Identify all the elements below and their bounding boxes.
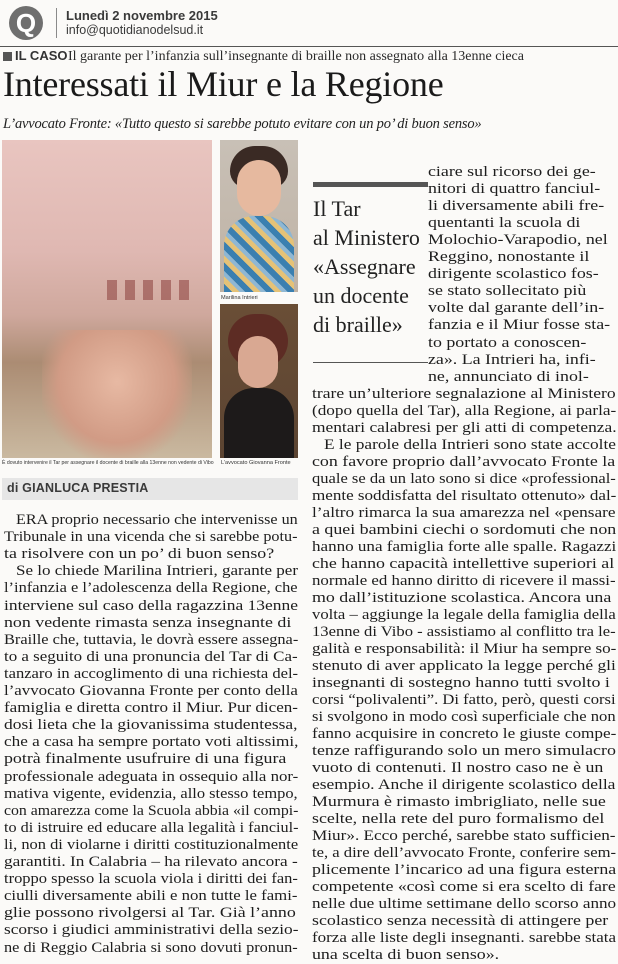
body-text-line: scolastico senza necessità di attingere per (312, 913, 609, 929)
portrait-fronte-photo (220, 304, 298, 458)
body-text-line: l’altro rimarca la sua amarezza nel «pensare (312, 505, 616, 521)
body-text-line: za». La Intrieri ha, infi- (428, 351, 596, 368)
body-text-line: hanno una famiglia forte alle spalle. Ragazzi (312, 539, 617, 555)
body-text-line: (dopo quella del Tar), alla Regione, ai parla- (312, 403, 617, 419)
body-text-line: li diversamente abili fre- (428, 198, 605, 215)
body-text-line: ciulli diversamente abili e non tutte le fami- (4, 888, 298, 905)
body-text-line: ta risolvere con un po’ di buon senso? (4, 546, 275, 563)
portrait-fronte-caption: L’avvocato Giovanna Fronte (221, 460, 291, 466)
body-text-line: si svolgono in modo così superficiale che non (312, 709, 616, 725)
body-text-line: Murmura è rimasto imbrigliato, nelle sue (312, 794, 606, 810)
body-text-line: Miur». Ecco perché, sarebbe stato sufficien- (312, 828, 616, 844)
portrait-intrieri-caption: Marilina Intrieri (221, 295, 258, 301)
body-text-line: glie possono rivolgersi al Tar. Già l’anno (4, 905, 296, 922)
body-text-line: mo dall’istituzione scolastica. Ancora una (312, 590, 612, 606)
body-text-line: Reggino, nonostante il (428, 249, 590, 266)
body-text-line: tenze raffigurando solo un mero simulacro (312, 743, 616, 759)
portrait-intrieri-photo (220, 140, 298, 292)
masthead-rule (0, 46, 618, 47)
body-text-line: insegnanti di sostegno hanno tutti svolto i (312, 675, 610, 691)
body-text-line: dosi lieta che la giovanissima studentessa, (4, 717, 298, 734)
body-text-line: mativa vigente, evidenzia, allo stesso tempo, (4, 785, 298, 802)
body-text-line: Molochio-Varapodio, nel (428, 232, 608, 249)
pull-quote-line: Il Tar (313, 196, 361, 221)
body-text-line: se stato sollecitato più (428, 283, 587, 300)
body-text-line: Braille che, tuttavia, le dovrà essere assegna- (4, 631, 299, 648)
pull-quote (313, 194, 435, 339)
kicker-summary: Il garante per l’infanzia sull’insegnante di braille non assegnato alla 13enne cieca (68, 49, 524, 64)
body-text-line: ERA proprio necessario che intervenisse un (16, 512, 298, 528)
body-text-line: Se lo chiede Marilina Intrieri, garante per (16, 563, 298, 580)
body-text-line: to a seguito di una pronuncia del Tar di Ca- (4, 648, 298, 665)
body-text-line: forza alle liste degli insegnanti. sarebbe stata (312, 930, 617, 946)
pull-quote-line: un docente (313, 283, 409, 308)
body-text-line: trare un’ulteriore segnalazione al Ministero (312, 386, 616, 402)
body-text-line: fanno acquisire in concreto le giuste compe- (312, 726, 617, 742)
body-text-line: E le parole della Intrieri sono state accolte (324, 437, 616, 453)
body-text-line: garantiti. In Calabria – ha rilevato ancora - (4, 854, 298, 870)
kicker-label: IL CASO (15, 48, 68, 63)
body-text-line: ne, annunciato di inol- (428, 368, 589, 385)
body-text-line: 13enne di Vibo - assistiamo al conflitto tra le- (312, 624, 616, 640)
body-text-line: con favore proprio dall’avvocato Fronte la (312, 454, 616, 470)
body-text-line: quentanti la scuola di (428, 215, 581, 232)
contact-email: info@quotidianodelsud.it (66, 23, 204, 37)
body-text-line: vuoto di contenuti. Il nostro caso ne è un (312, 760, 604, 776)
body-text-line: to portato a conoscen- (428, 334, 587, 351)
subheadline: L’avvocato Fronte: «Tutto questo si sarebbe potuto evitare con un po’ di buon senso» (3, 116, 482, 132)
body-text-line: li, non di violarne i diritti costituzionalmente (4, 836, 299, 853)
body-text-line: Tribunale in una vicenda che si sarebbe potu- (4, 529, 298, 546)
body-text-line: to di istruire ed educare alla legalità i fanciul- (4, 819, 299, 836)
pull-quote-line: «Assegnare (313, 254, 416, 279)
body-text-line: non vedente rimasta senza insegnante di (4, 614, 292, 631)
body-text-line: ciare sul ricorso dei ge- (428, 164, 596, 180)
pull-quote-line: di braille» (313, 312, 403, 337)
body-text-line: ne di Reggio Calabria si sono dovuti pronun- (4, 939, 298, 956)
body-text-line: mente soddisfatta del risultato ottenuto» dal- (312, 488, 617, 504)
pull-quote-top-rule (313, 182, 428, 187)
body-text-line: con amarezza come la Scuola abbia «il compi- (4, 802, 299, 819)
body-text-line: normale ed hanno diritto di ricevere il massi- (312, 573, 616, 589)
body-text-line: plicemente l’incarico ad una figura esterna (312, 862, 617, 878)
body-text-line: fanzia e il Miur fosse sta- (428, 317, 611, 334)
kicker-square-icon (3, 52, 12, 61)
body-text-line: potrà finalmente usufruire di una figura (4, 751, 287, 768)
body-text-line: l’avvocato Giovanna Fronte per conto della (4, 683, 298, 699)
logo-letter: Q (15, 8, 37, 38)
body-text-line: scorso i giudici amministrativi della sezio- (4, 922, 299, 939)
issue-date: Lunedì 2 novembre 2015 (66, 8, 218, 23)
braille-reading-photo (2, 140, 212, 458)
body-text-line: nelle due ultime settimane dello scorso anno (312, 896, 617, 912)
body-text-line: te, a dire dell’avvocato Fronte, conferire sem- (312, 845, 616, 861)
pull-quote-bottom-rule (313, 362, 428, 363)
body-text-line: mentari calabresi per gli atti di competenza. (312, 420, 617, 436)
body-text-line: interviene sul caso della ragazzina 13enne (4, 597, 298, 614)
body-text-line: esempio. Anche il dirigente scolastico della (312, 777, 616, 793)
body-text-line: competente «così come si era scelto di fare (312, 879, 616, 895)
headline: Interessati il Miur e la Regione (3, 64, 444, 104)
body-text-line: troppo spesso la scuola viola i diritti dei fan- (4, 871, 298, 888)
body-text-line: che a casa ha sempre portato voti altissimi, (4, 734, 299, 751)
body-text-line: corsi “polivalenti”. Di fatto, però, questi corsi (312, 692, 616, 708)
body-text-line: galità e responsabilità: il Miur ha sempre so- (312, 641, 617, 657)
body-text-line: professionale adeguata in ossequio alla nor- (4, 768, 299, 785)
body-text-line: stenuto di aver applicato la legge perché gli (312, 658, 616, 674)
body-text-line: quale se da un lato sono si dice «professional- (312, 471, 616, 487)
pull-quote-line: al Ministero (313, 225, 420, 250)
body-text-line: dirigente scolastico fos- (428, 266, 599, 283)
body-text-line: tanzaro in accoglimento di una richiesta del- (4, 665, 299, 682)
body-text-line: a quei bambini ciechi o sordomuti che non (312, 522, 617, 538)
body-text-line: che hanno capacità intellettive superiori al (312, 556, 615, 572)
main-photo-caption: È dovuto intervenire il Tar per assegnare il docente di braille alla 13enne non vedente di Vibo (2, 460, 214, 466)
byline: di GIANLUCA PRESTIA (7, 481, 149, 495)
body-text-line: scelte, nella rete del puro formalismo del (312, 811, 605, 827)
body-text-line: l’infanzia e l’adolescenza della Regione, che (4, 580, 298, 597)
body-text-line: famiglia e diretta contro il Miur. Pur dicen- (4, 700, 298, 717)
body-text-line: nitori di quattro fanciul- (428, 181, 601, 198)
masthead-divider (56, 8, 57, 38)
body-text-line: volta – aggiunge la legale della famiglia della (312, 607, 616, 623)
body-text-line: volte dal garante dell’in- (428, 300, 605, 317)
body-text-line: una scelta di buon senso». (312, 947, 500, 963)
